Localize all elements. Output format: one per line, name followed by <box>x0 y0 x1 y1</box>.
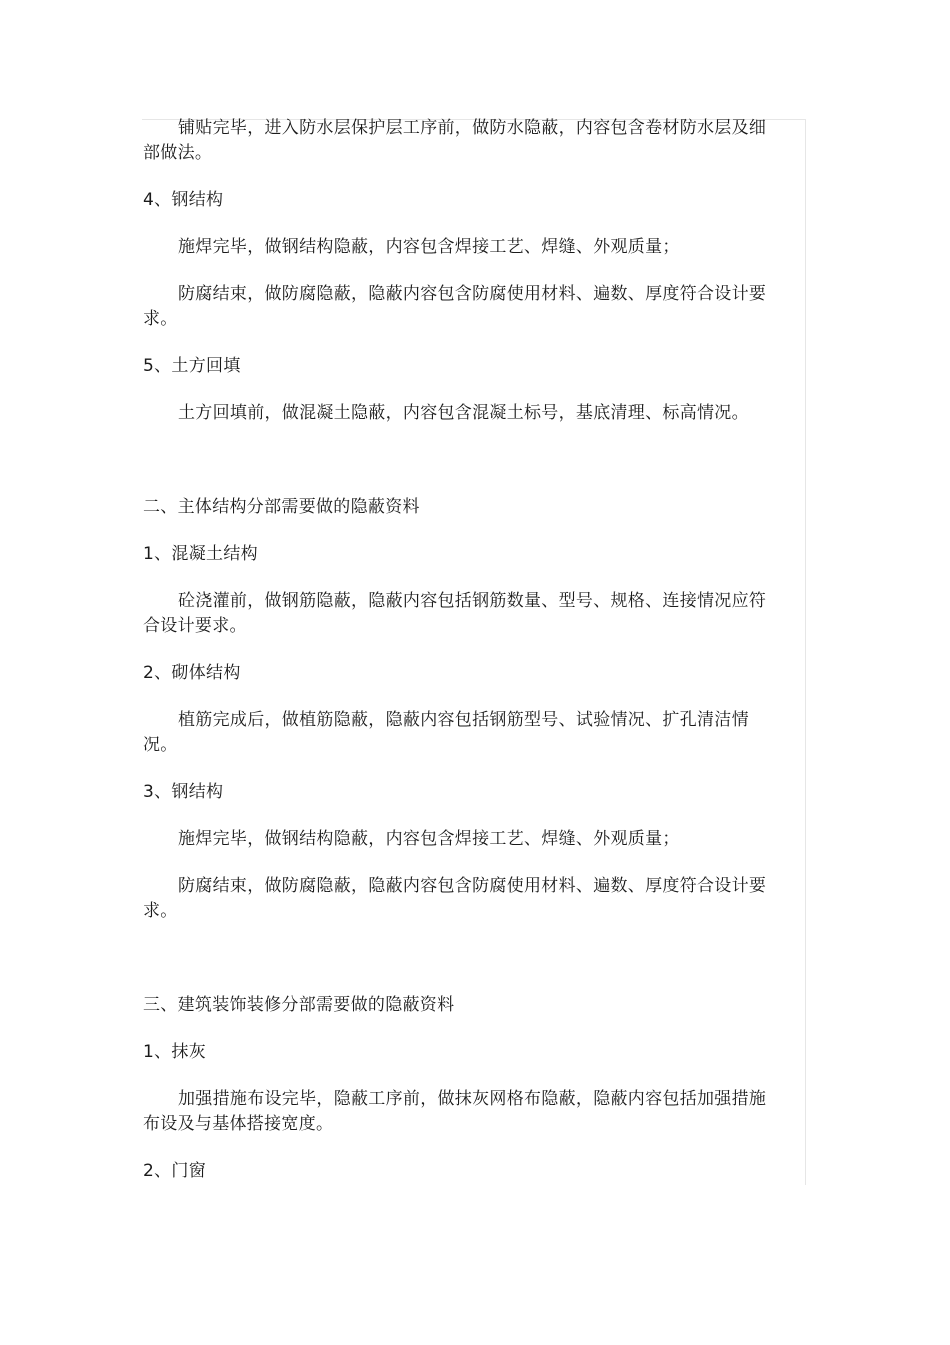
heading-concrete-structure: 1、混凝土结构 <box>143 544 258 564</box>
paragraph-mesh: 加强措施布设完毕，隐蔽工序前，做抹灰网格布隐蔽，隐蔽内容包括加强措施布设及与基体搭接宽度。 <box>143 1089 767 1134</box>
paragraph-welding-2: 施焊完毕，做钢结构隐蔽，内容包含焊接工艺、焊缝、外观质量； <box>178 829 680 849</box>
paragraph-rebar: 砼浇灌前，做钢筋隐蔽，隐蔽内容包括钢筋数量、型号、规格、连接情况应符合设计要求。 <box>143 591 767 636</box>
paragraph-anticorrosion: 防腐结束，做防腐隐蔽，隐蔽内容包含防腐使用材料、遍数、厚度符合设计要求。 <box>143 284 767 329</box>
heading-plastering: 1、抹灰 <box>143 1042 207 1062</box>
heading-doors-windows: 2、门窗 <box>143 1161 207 1181</box>
paragraph-welding: 施焊完毕，做钢结构隐蔽，内容包含焊接工艺、焊缝、外观质量； <box>178 237 680 257</box>
paragraph-anticorrosion-2: 防腐结束，做防腐隐蔽，隐蔽内容包含防腐使用材料、遍数、厚度符合设计要求。 <box>143 876 767 921</box>
section-heading-main-structure: 二、主体结构分部需要做的隐蔽资料 <box>143 497 420 517</box>
document-body <box>143 116 771 1184</box>
section-heading-decoration: 三、建筑装饰装修分部需要做的隐蔽资料 <box>143 995 455 1015</box>
heading-steel-structure-3: 3、钢结构 <box>143 782 224 802</box>
heading-steel-structure-4: 4、钢结构 <box>143 190 224 210</box>
heading-earth-backfill: 5、土方回填 <box>143 356 241 376</box>
paragraph-bar-planting: 植筋完成后，做植筋隐蔽，隐蔽内容包括钢筋型号、试验情况、扩孔清洁情况。 <box>143 710 749 755</box>
paragraph-waterproof: 铺贴完毕，进入防水层保护层工序前，做防水隐蔽，内容包含卷材防水层及细部做法。 <box>143 118 767 163</box>
heading-masonry-structure: 2、砌体结构 <box>143 663 241 683</box>
paragraph-backfill: 土方回填前，做混凝土隐蔽，内容包含混凝土标号，基底清理、标高情况。 <box>178 403 749 423</box>
